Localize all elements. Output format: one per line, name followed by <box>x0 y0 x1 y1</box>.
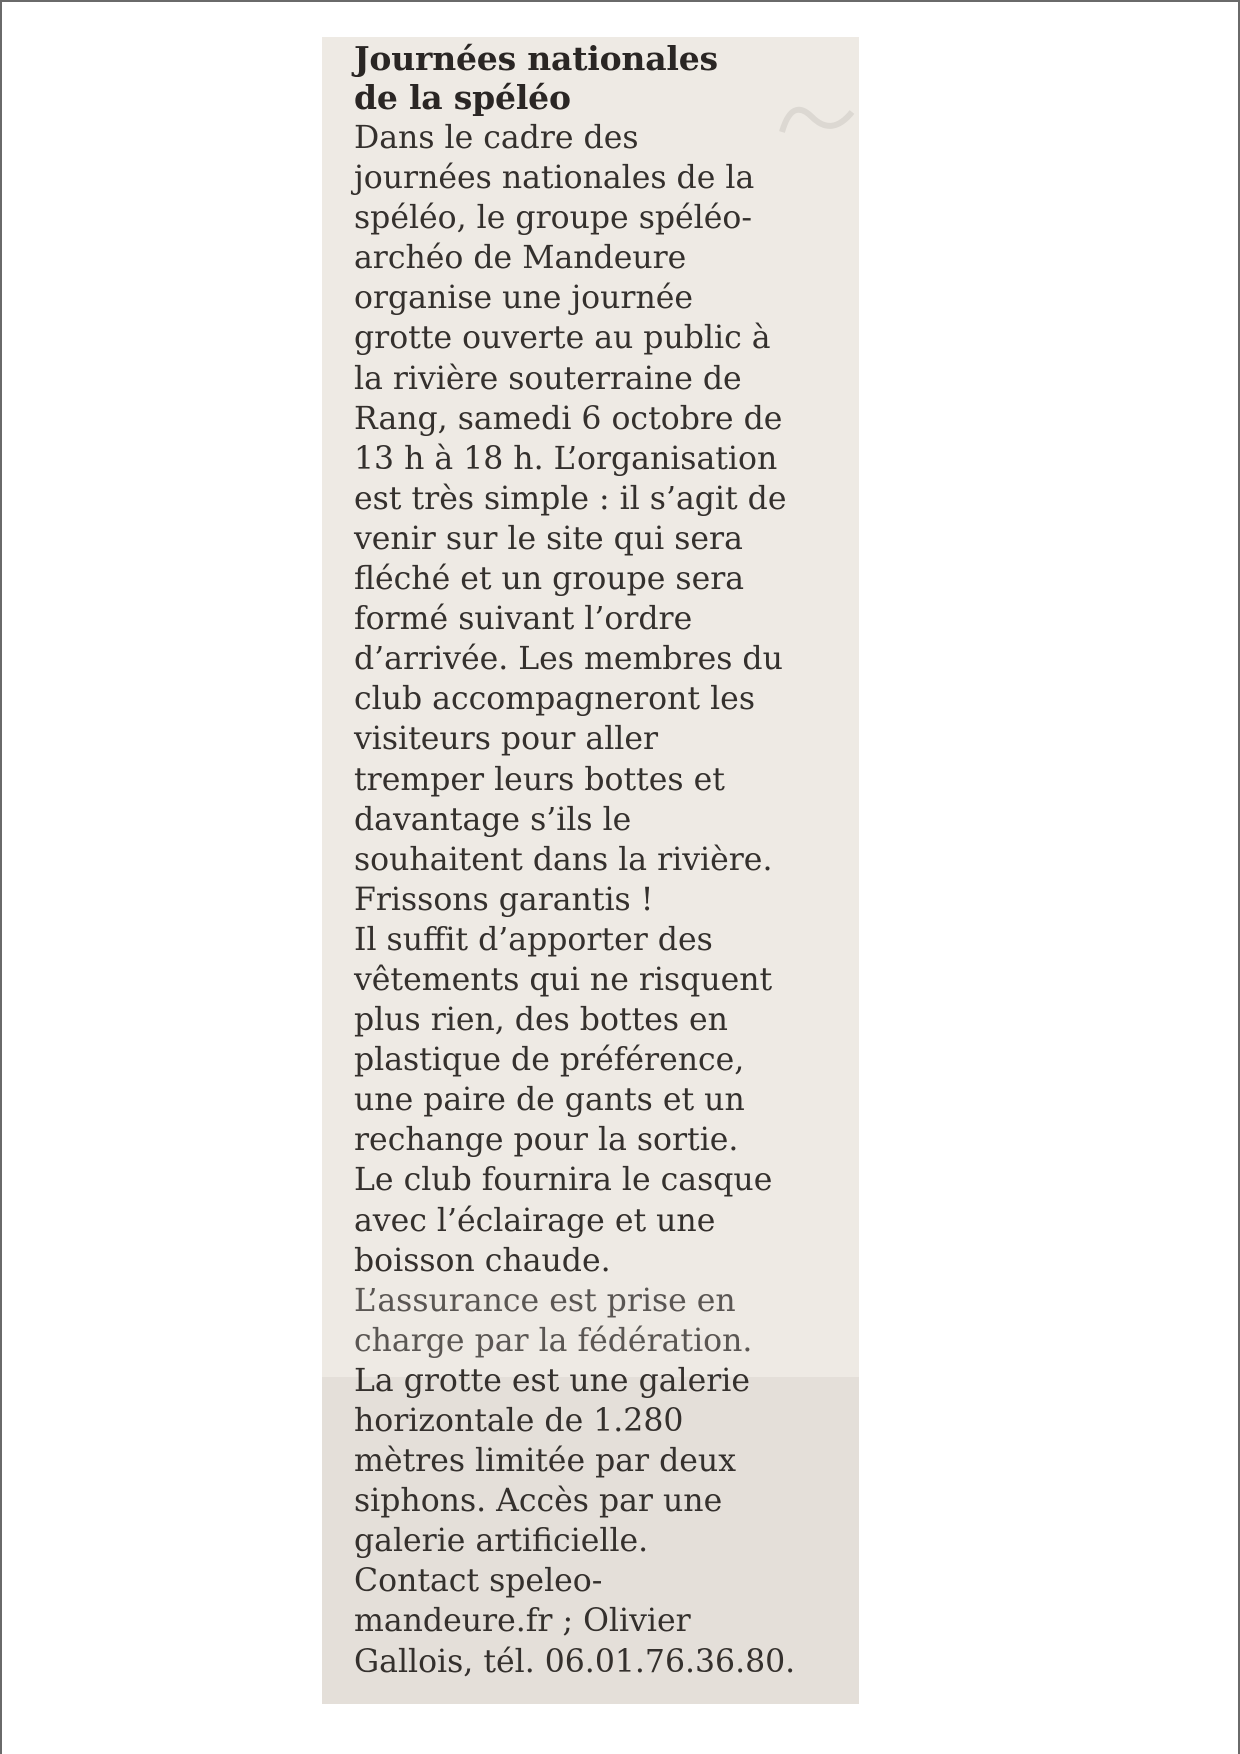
headline-line: Journées nationales <box>354 39 718 78</box>
body-line: rechange pour la sortie. <box>354 1122 739 1159</box>
body-line: davantage s’ils le <box>354 801 632 838</box>
body-line: galerie artificielle. <box>354 1523 649 1560</box>
body-line: siphons. Accès par une <box>354 1483 723 1520</box>
body-line: plastique de préférence, <box>354 1042 745 1079</box>
article-body <box>354 118 854 1682</box>
article <box>354 39 854 1682</box>
body-line: vêtements qui ne risquent <box>354 961 773 998</box>
body-line: Gallois, tél. 06.01.76.36.80. <box>354 1643 796 1680</box>
body-line: archéo de Mandeure <box>354 240 687 277</box>
body-line: organise une journée <box>354 280 694 317</box>
body-line: 13 h à 18 h. L’organisation <box>354 440 778 477</box>
body-line: La grotte est une galerie <box>354 1362 751 1399</box>
body-line: Frissons garantis ! <box>354 881 654 918</box>
body-line: d’arrivée. Les membres du <box>354 641 783 678</box>
body-line: Le club fournira le casque <box>354 1162 773 1199</box>
body-line: journées nationales de la <box>354 160 755 197</box>
body-line: mandeure.fr ; Olivier <box>354 1603 691 1640</box>
body-line: spéléo, le groupe spéléo- <box>354 200 752 237</box>
body-line: boisson chaude. <box>354 1242 611 1279</box>
body-line: Dans le cadre des <box>354 120 639 156</box>
headline-line: de la spéléo <box>354 78 571 117</box>
body-line: mètres limitée par deux <box>354 1443 736 1480</box>
body-line: Rang, samedi 6 octobre de <box>354 400 783 437</box>
body-line: L’assurance est prise en <box>354 1282 736 1319</box>
body-line: grotte ouverte au public à <box>354 320 771 357</box>
body-line: club accompagneront les <box>354 681 755 718</box>
body-line: venir sur le site qui sera <box>354 520 743 557</box>
body-line: souhaitent dans la rivière. <box>354 841 773 878</box>
body-line: est très simple : il s’agit de <box>354 480 787 517</box>
body-line: tremper leurs bottes et <box>354 761 725 798</box>
body-line: charge par la fédération. <box>354 1322 753 1359</box>
body-line: horizontale de 1.280 <box>354 1403 684 1439</box>
body-line: formé suivant l’ordre <box>354 601 693 638</box>
body-line: Il suffit d’apporter des <box>354 921 713 958</box>
body-line: plus rien, des bottes en <box>354 1002 728 1039</box>
body-line: une paire de gants et un <box>354 1082 745 1119</box>
body-line: la rivière souterraine de <box>354 360 742 397</box>
body-line: Contact speleo- <box>354 1563 603 1600</box>
body-line: fléché et un groupe sera <box>354 561 745 598</box>
body-line: avec l’éclairage et une <box>354 1202 716 1239</box>
article-headline <box>354 39 854 117</box>
body-line: visiteurs pour aller <box>354 721 659 758</box>
